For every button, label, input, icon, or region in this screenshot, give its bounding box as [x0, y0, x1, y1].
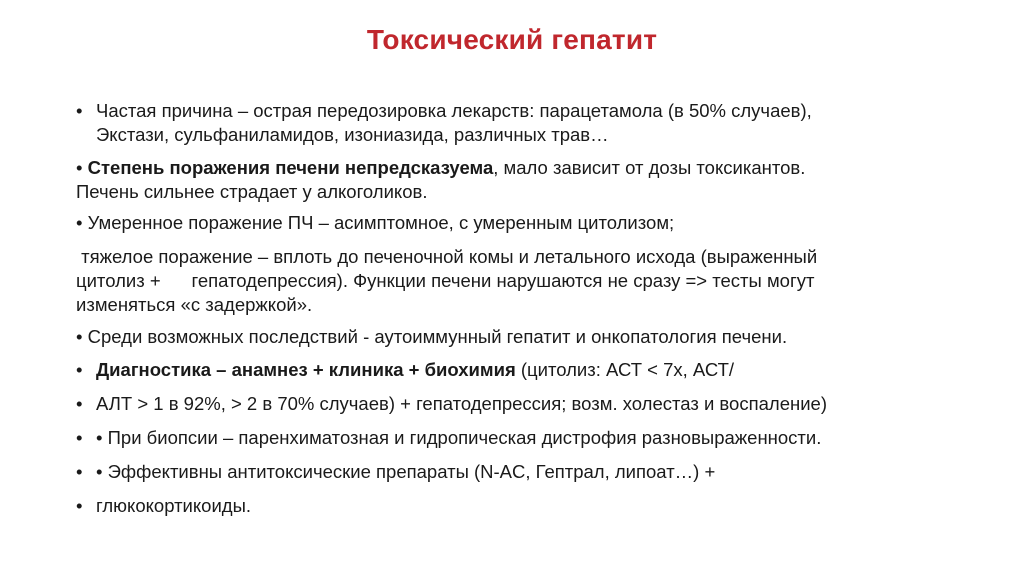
paragraph-consequences: • Среди возможных последствий - аутоиммунный гепатит и онкопатология печени. [76, 326, 788, 347]
bullet-marker: • [76, 100, 83, 121]
paragraph-severity-line-2: Печень сильнее страдает у алкоголиков. [76, 181, 428, 202]
bullet-marker: • [76, 393, 83, 414]
slide-title: Токсический гепатит [366, 24, 658, 55]
paragraph-severe-damage-line-3: изменяться «с задержкой». [76, 294, 313, 315]
paragraph-severe-damage-line-2: цитолиз + гепатодепрессия). Функции печени нарушаются не сразу => тесты могут [76, 270, 815, 291]
diagnostics-bold: Диагностика – анамнез + клиника + биохимия [96, 359, 516, 380]
paragraph-biopsy: • При биопсии – паренхиматозная и гидропическая дистрофия разновыраженности. [96, 427, 822, 448]
paragraph-moderate-damage: • Умеренное поражение ПЧ – асимптомное, с умеренным цитолизом; [76, 212, 675, 233]
paragraph-diagnostics [96, 357, 734, 383]
paragraph-glucocorticoids: глюкокортикоиды. [96, 495, 252, 516]
severity-bold: Степень поражения печени непредсказуема [87, 157, 494, 178]
severity-prefix: • [76, 157, 88, 178]
paragraph-alt-ratio: АЛТ > 1 в 92%, > 2 в 70% случаев) + гепатодепрессия; возм. холестаз и воспаление) [96, 393, 827, 414]
bullet-marker: • [76, 427, 83, 448]
bullet-marker: • [76, 495, 83, 516]
bullet-marker: • [76, 359, 83, 380]
paragraph-severe-damage-line-1: тяжелое поражение – вплоть до печеночной комы и летального исхода (выраженный [76, 246, 818, 267]
paragraph-causes-line-1: Частая причина – острая передозировка лекарств: парацетамола (в 50% случаев), [96, 100, 812, 121]
paragraph-treatment: • Эффективны антитоксические препараты (N-AC, Гептрал, липоат…) + [96, 461, 716, 482]
diagnostics-rest: (цитолиз: АСТ < 7х, АСТ/ [515, 359, 735, 380]
severity-rest: , мало зависит от дозы токсикантов. [493, 157, 806, 178]
paragraph-causes-line-2: Экстази, сульфаниламидов, изониазида, различных трав… [96, 124, 609, 145]
paragraph-severity-line-1 [76, 155, 805, 181]
bullet-marker: • [76, 461, 83, 482]
